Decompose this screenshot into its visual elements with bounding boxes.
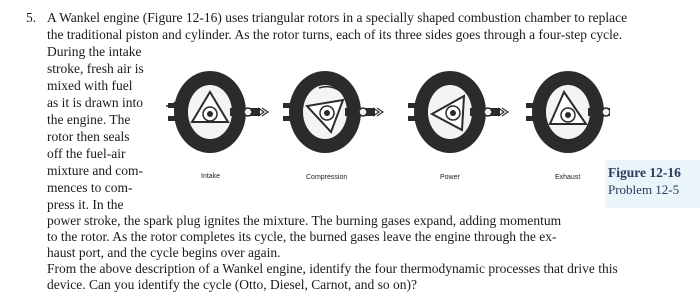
engine-stage-intake bbox=[166, 71, 268, 153]
wrapped-text-line: press it. In the bbox=[47, 197, 124, 212]
engine-stage-exhaust bbox=[526, 71, 610, 153]
engine-stage-power bbox=[408, 71, 508, 153]
wrapped-text-line: mixed with fuel bbox=[47, 78, 133, 93]
caption-exhaust: Exhaust bbox=[555, 174, 581, 181]
caption-power: Power bbox=[440, 174, 460, 181]
wrapped-text-line: stroke, fresh air is bbox=[47, 61, 144, 76]
caption-intake: Intake bbox=[201, 173, 221, 180]
problem-number: 5. bbox=[26, 10, 37, 25]
problem-question-line: device. Can you identify the cycle (Otto, Diesel, Carnot, and so on)? bbox=[47, 277, 418, 292]
wrapped-text-line: mixture and com- bbox=[47, 163, 143, 178]
problem-body-line: power stroke, the spark plug ignites the mixture. The burning gases expand, adding momentum bbox=[47, 213, 562, 228]
wrapped-text-line: rotor then seals bbox=[47, 129, 130, 144]
wrapped-text-line: off the fuel-air bbox=[47, 146, 126, 161]
problem-intro-line-2: the traditional piston and cylinder. As the rotor turns, each of its three sides goes through a four-step cycle. bbox=[47, 27, 623, 42]
wrapped-text-line: mences to com- bbox=[47, 180, 133, 195]
engine-stage-compression bbox=[283, 71, 383, 153]
problem-reference: Problem 12-5 bbox=[608, 182, 680, 197]
wrapped-text-line: the engine. The bbox=[47, 112, 131, 127]
problem-body-line: to the rotor. As the rotor completes its cycle, the burned gases leave the engine through the ex- bbox=[47, 229, 557, 244]
wankel-engine-figure bbox=[160, 62, 610, 172]
problem-intro-line-1: A Wankel engine (Figure 12-16) uses triangular rotors in a specially shaped combustion chamber to replace bbox=[47, 10, 628, 25]
wrapped-text-line: as it is drawn into bbox=[47, 95, 143, 110]
figure-label: Figure 12-16 bbox=[608, 165, 681, 180]
problem-body-line: haust port, and the cycle begins over again. bbox=[47, 245, 281, 260]
wrapped-text-line: During the intake bbox=[47, 44, 142, 59]
caption-compression: Compression bbox=[306, 174, 348, 181]
problem-question-line: From the above description of a Wankel engine, identify the four thermodynamic processes that drive this bbox=[47, 261, 618, 276]
